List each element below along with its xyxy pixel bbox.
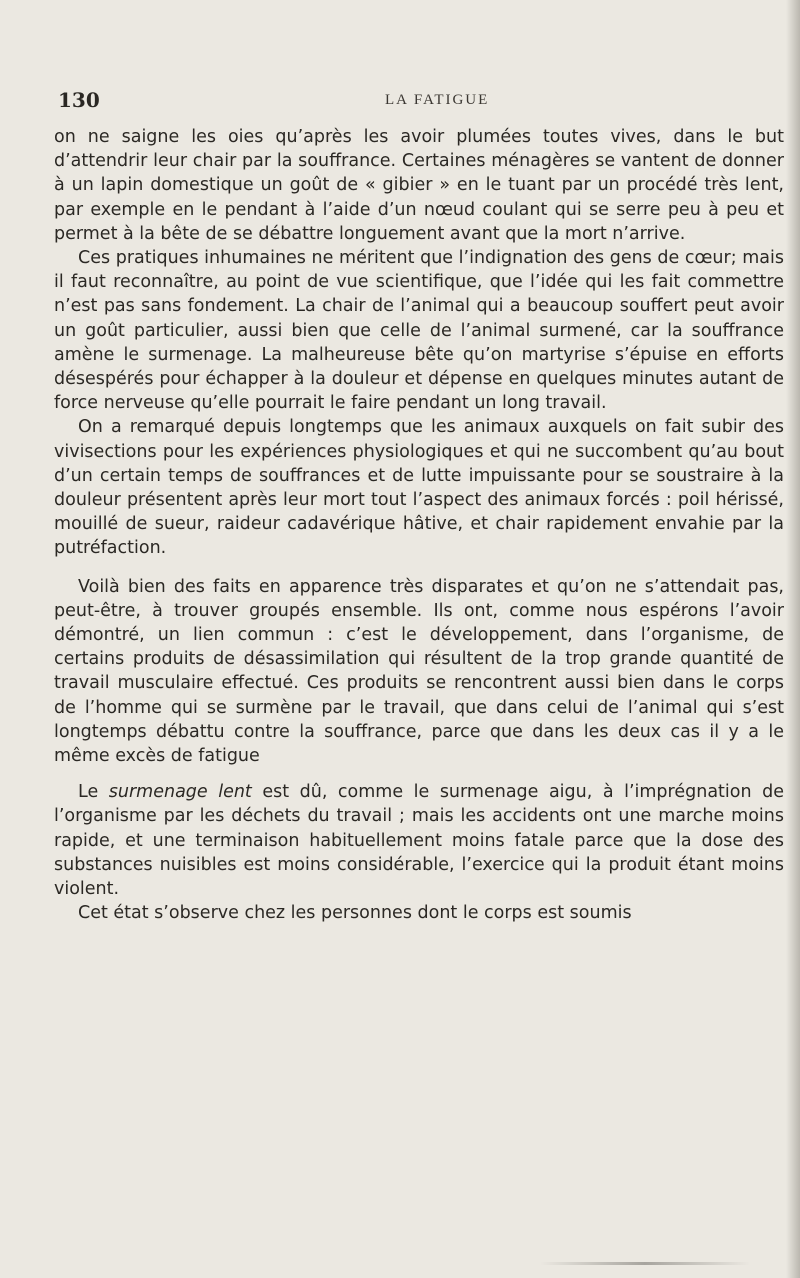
page-header: [0, 88, 800, 118]
paragraph-3: On a remarqué depuis longtemps que les animaux auxquels on fait subir des vivisections pour les expériences physiologiques et qui ne succombent qu’au bout d’un certain temps de souffrances et de lutte impuissante pour se soustraire à la douleur présentent après leur mort tout l’aspect des animaux forcés : poil hérissé, mouillé de sueur, raideur cadavérique hâtive, et chair rapidement envahie par la putréfaction.: [54, 417, 784, 559]
paragraph-6: Cet état s’observe chez les personnes dont le corps est soumis: [78, 903, 632, 924]
paragraph-1: on ne saigne les oies qu’après les avoir plumées toutes vives, dans le but d’attendrir leur chair par la souffrance. Certaines ménagères se vantent de donner à un lapin domestique un goût de « gibier » en le tuant par un procédé très lent, par exemple en le pendant à l’aide d’un nœud coulant qui se serre peu à peu et permet à la bête de se débattre longuement avant que la mort n’arrive.: [54, 127, 784, 244]
paragraph-4: Voilà bien des faits en apparence très disparates et qu’on ne s’attendait pas, peut-être, à trouver groupés ensemble. Ils ont, comme nous espérons l’avoir démontré, un lien commun : c’est le développement, dans l’organisme, de certains produits de désassimilation qui résultent de la trop grande quantité de travail musculaire effectué. Ces produits se rencontrent aussi bien dans le corps de l’homme qui se surmène par le travail, que dans celui de l’animal qui s’est longtemps débattu contre la souffrance, parce que dans les deux cas il y a le même excès de fatigue: [54, 576, 784, 767]
page-number: 130: [58, 88, 100, 112]
scan-mark: [540, 1262, 750, 1265]
paragraph-5-rest: est dû, comme le surmenage aigu, à l’imprégnation de l’organisme par les déchets du travail ; mais les accidents ont une marche moins rapide, et une terminaison habituellement moins fatale parce que la dose des substances nuisibles est moins considérable, l’exercice qui la produit étant moins violent.: [54, 782, 784, 900]
body-text: [54, 125, 784, 926]
paragraph-5-lead: Le: [78, 782, 99, 803]
running-head: LA FATIGUE: [385, 92, 490, 108]
paragraph-2: Ces pratiques inhumaines ne méritent que l’indignation des gens de cœur; mais il faut reconnaître, au point de vue scientifique, que l’idée qui les fait commettre n’est pas sans fondement. La chair de l’animal qui a beaucoup souffert peut avoir un goût particulier, aussi bien que celle de l’animal surmené, car la souffrance amène le surmenage. La malheureuse bête qu’on martyrise s’épuise en efforts désespérés pour échapper à la douleur et dépense en quelques minutes autant de force nerveuse qu’elle pourrait le faire pendant un long travail.: [54, 248, 784, 414]
italic-term: surmenage lent: [108, 782, 252, 803]
paragraph-5: [54, 780, 784, 901]
page-edge-shadow: [786, 0, 800, 1278]
